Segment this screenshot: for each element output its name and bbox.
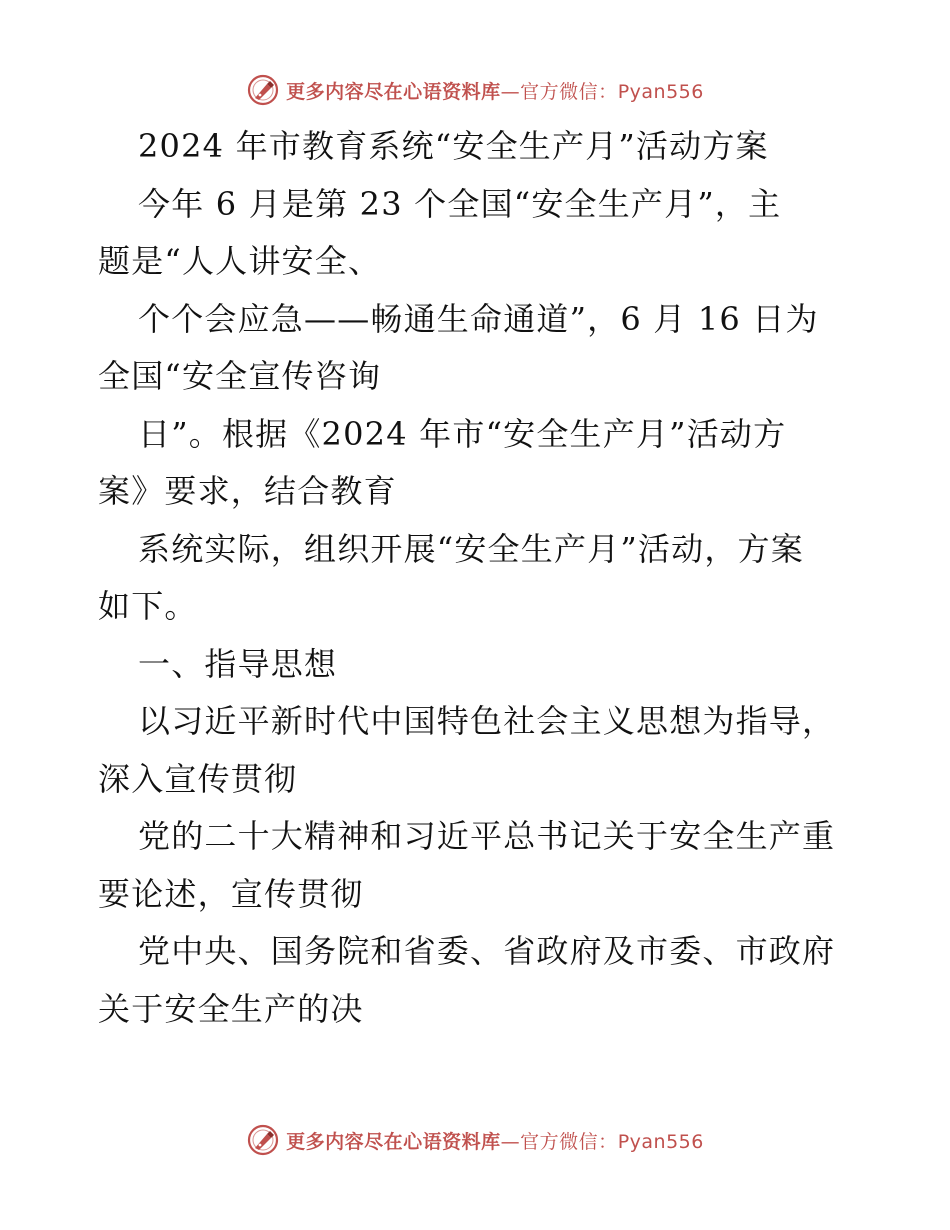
text-line: 要论述，宣传贯彻	[98, 874, 364, 913]
text-line: 全国“安全宣传咨询	[98, 357, 382, 395]
banner-official-label: 官方微信：	[520, 1130, 618, 1153]
text-line: 关于安全生产的决	[98, 989, 364, 1028]
banner-dash: —	[500, 80, 521, 103]
banner-wechat-id: Pyan556	[617, 80, 704, 103]
banner-brand-text: 更多内容尽在心语资料库	[286, 80, 501, 103]
header-watermark-banner	[0, 70, 950, 110]
text-line: 党中央、国务院和省委、省政府及市委、市政府	[138, 932, 836, 970]
text-line: 如下。	[98, 587, 198, 625]
pen-nib-logo-icon	[246, 1123, 280, 1157]
text-line: 题是“人人讲安全、	[98, 242, 382, 280]
footer-watermark-banner	[0, 1120, 950, 1160]
text-line: 党的二十大精神和习近平总书记关于安全生产重	[138, 817, 836, 855]
banner-dash: —	[500, 1130, 521, 1153]
text-line: 个个会应急——畅通生命通道”，6 月 16 日为	[138, 299, 819, 338]
text-line: 以习近平新时代中国特色社会主义思想为指导，	[138, 702, 836, 740]
text-line: 系统实际，组织开展“安全生产月”活动，方案	[138, 529, 804, 568]
banner-brand-text: 更多内容尽在心语资料库	[286, 1130, 501, 1153]
text-line: 深入宣传贯彻	[98, 759, 298, 798]
banner-official-label: 官方微信：	[520, 80, 618, 103]
text-line: 案》要求，结合教育	[98, 472, 397, 510]
text-line: 今年 6 月是第 23 个全国“安全生产月”，主	[138, 184, 782, 223]
pen-nib-logo-icon	[246, 73, 280, 107]
text-line: 一、指导思想	[138, 644, 338, 683]
text-line: 2024 年市教育系统“安全生产月”活动方案	[138, 127, 769, 165]
banner-wechat-id: Pyan556	[617, 1130, 704, 1153]
text-line: 日”。根据《2024 年市“安全生产月”活动方	[138, 414, 787, 453]
document-body	[98, 118, 858, 1038]
